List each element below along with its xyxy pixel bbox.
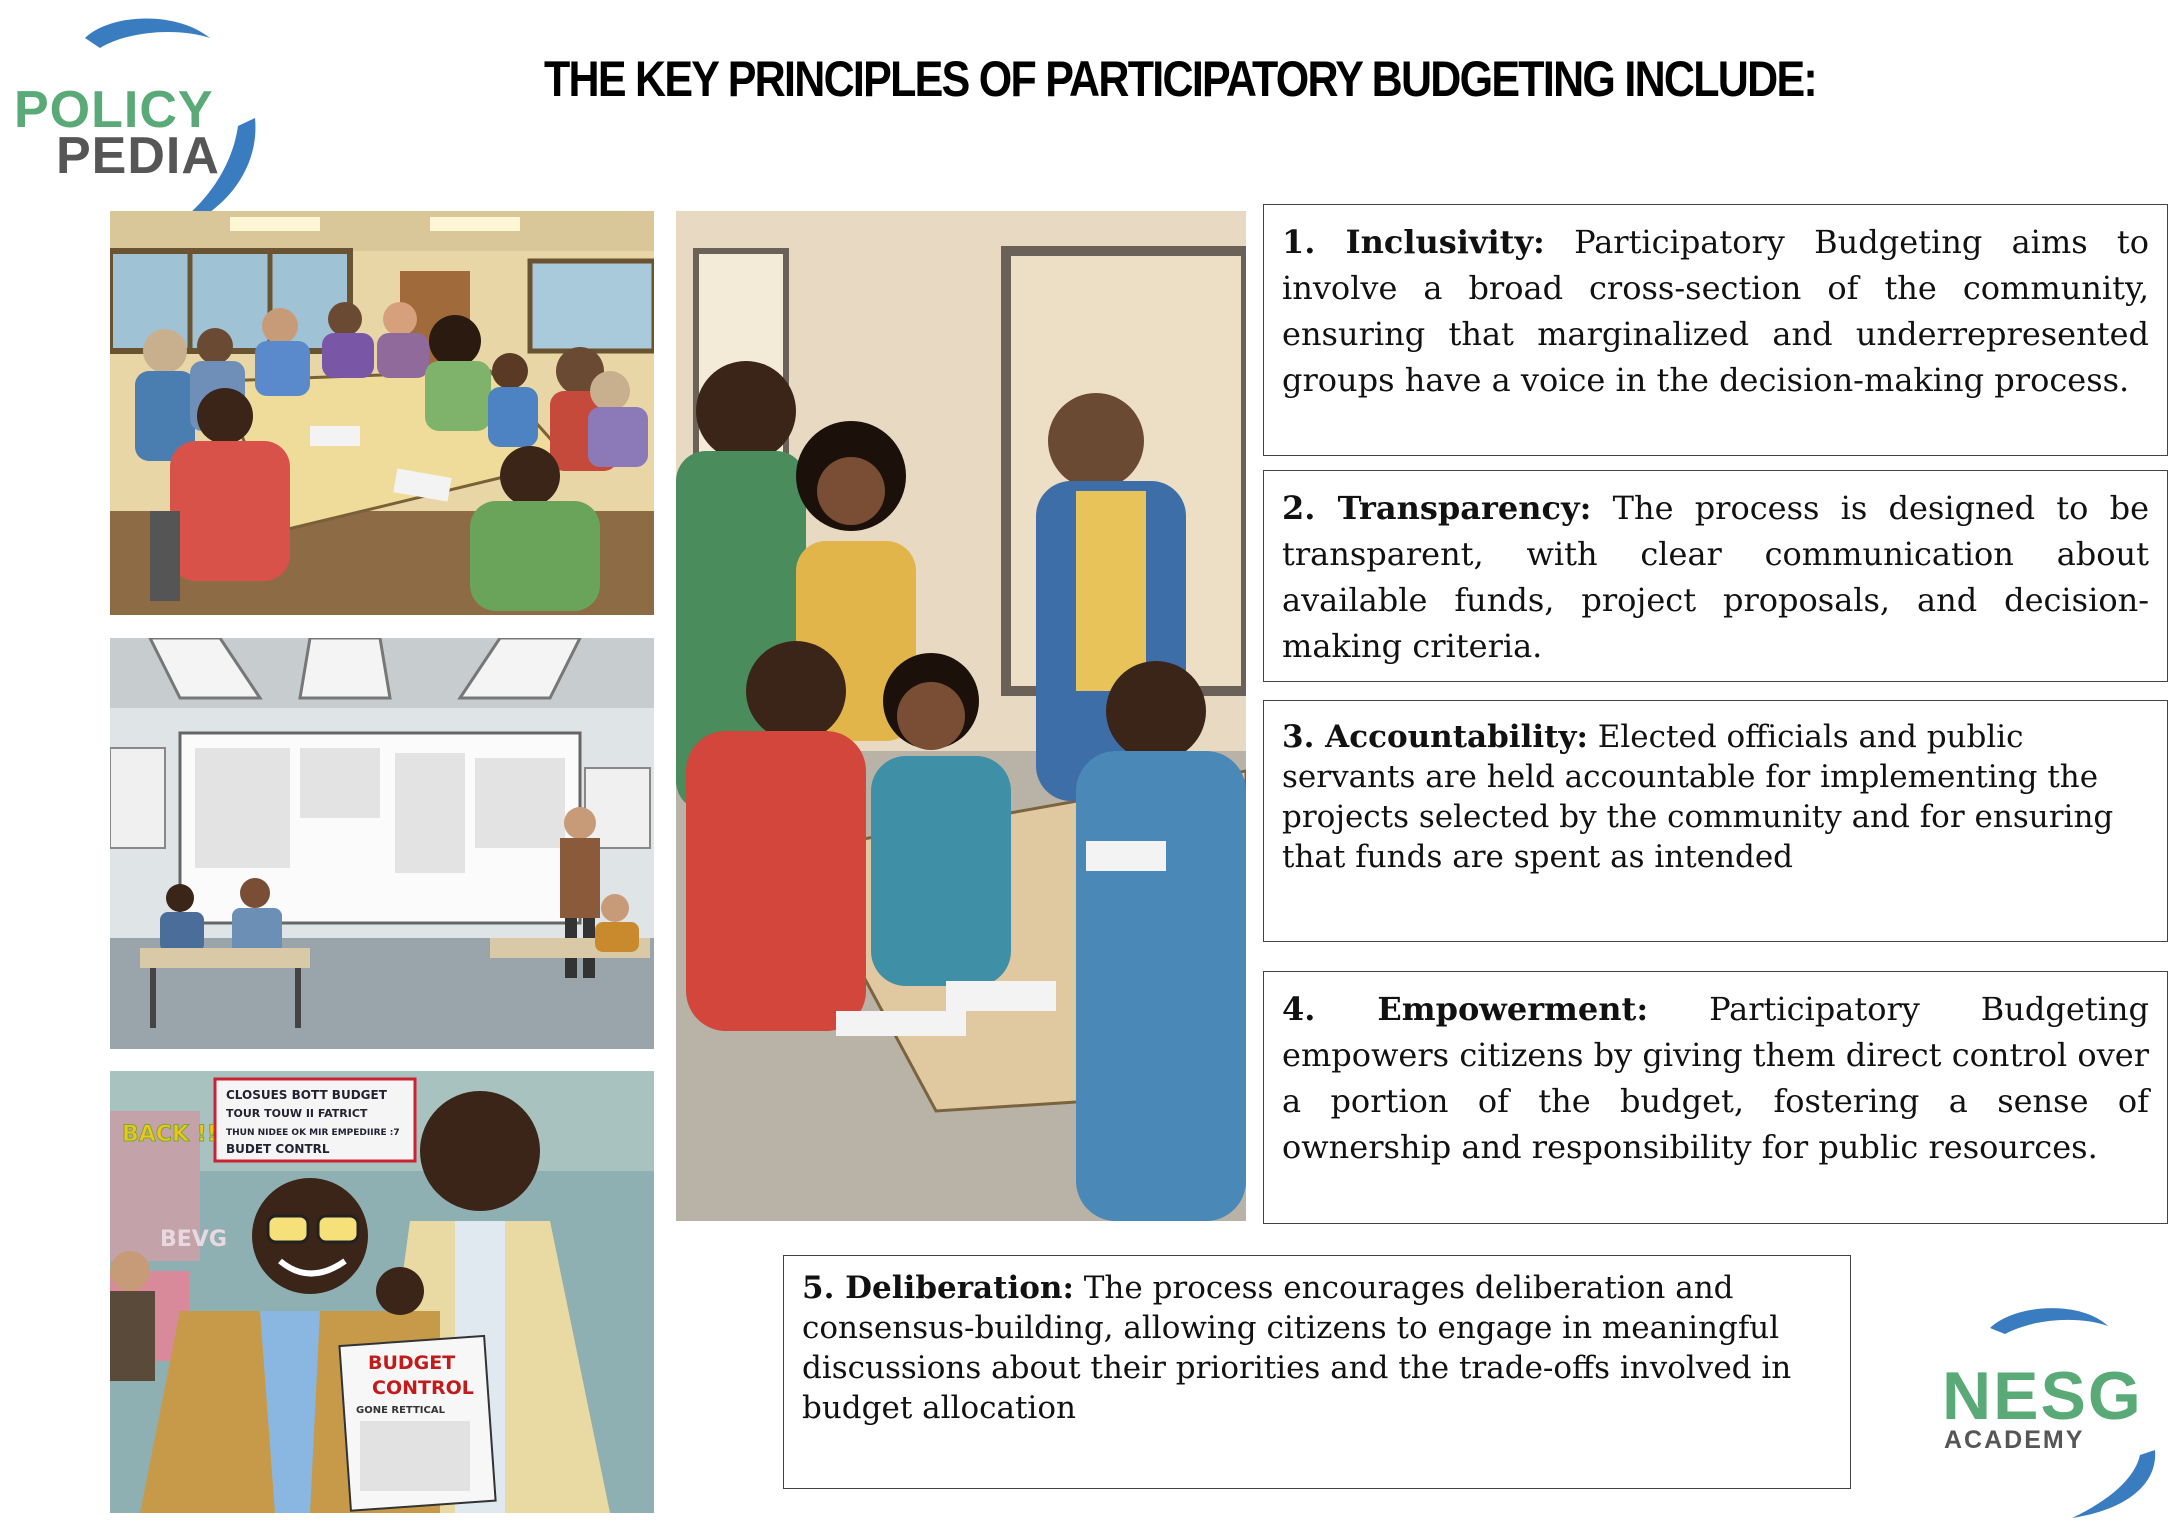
principle-term: 1. Inclusivity: <box>1282 223 1545 261</box>
discussion-illustration <box>676 211 1246 1221</box>
principle-text: Participatory Budgeting aims to involve a broad cross-section of the community, ensuring that marginalized and underrepresented groups have a voice in the decision-making process. <box>1282 223 2149 399</box>
svg-text:BUDET CONTRL: BUDET CONTRL <box>226 1142 330 1156</box>
page-title: THE KEY PRINCIPLES OF PARTICIPATORY BUDGETING INCLUDE: <box>543 51 1817 107</box>
svg-text:BUDGET: BUDGET <box>368 1352 456 1374</box>
svg-text:GONE RETTICAL: GONE RETTICAL <box>356 1405 445 1416</box>
logo-text-nesg: NESG <box>1942 1358 2143 1434</box>
principle-text: Elected officials and public servants are held accountable for implementing the projects selected by the community and for ensuring that funds are spent as intended <box>1282 719 2114 875</box>
svg-text:CLOSUES BOTT BUDGET: CLOSUES BOTT BUDGET <box>226 1088 387 1102</box>
principle-term: 2. Transparency: <box>1282 489 1592 527</box>
principle-box-deliberation <box>783 1255 1851 1489</box>
principle-box-transparency <box>1263 470 2168 682</box>
nesg-academy-logo <box>1930 1290 2170 1520</box>
svg-text:THUN NIDEE OK MIR EMPEDIIRE :7: THUN NIDEE OK MIR EMPEDIIRE :7 <box>226 1128 400 1138</box>
svg-text:BACK !!: BACK !! <box>122 1122 217 1147</box>
meeting-illustration <box>110 211 654 615</box>
presentation-illustration <box>110 638 654 1049</box>
principle-text: Participatory Budgeting empowers citizens by giving them direct control over a portion of the budget, fostering a sense of ownership and responsibility for public resources. <box>1282 990 2149 1166</box>
principle-box-inclusivity <box>1263 204 2168 456</box>
logo-text-academy: ACADEMY <box>1944 1426 2085 1454</box>
principle-box-empowerment <box>1263 971 2168 1224</box>
celebration-illustration <box>110 1071 654 1513</box>
principle-text: The process is designed to be transparent, with clear communication about available funds, project proposals, and decision-making criteria. <box>1282 489 2150 665</box>
logo-text-pedia: PEDIA <box>56 127 220 185</box>
principle-text: The process encourages deliberation and consensus-building, allowing citizens to engage in meaningful discussions about their priorities and the trade-offs involved in budget allocation <box>802 1270 1792 1426</box>
principle-term: 3. Accountability: <box>1282 719 1588 755</box>
principle-box-accountability <box>1263 700 2168 942</box>
svg-text:CONTROL: CONTROL <box>372 1377 474 1399</box>
svg-text:TOUR TOUW II FATRICT: TOUR TOUW II FATRICT <box>226 1107 368 1120</box>
principle-term: 4. Empowerment: <box>1282 990 1649 1028</box>
svg-text:BEVG: BEVG <box>160 1227 227 1252</box>
logo-text-policy: POLICY <box>14 81 214 139</box>
principle-term: 5. Deliberation: <box>802 1270 1074 1306</box>
policypedia-logo <box>10 8 270 238</box>
